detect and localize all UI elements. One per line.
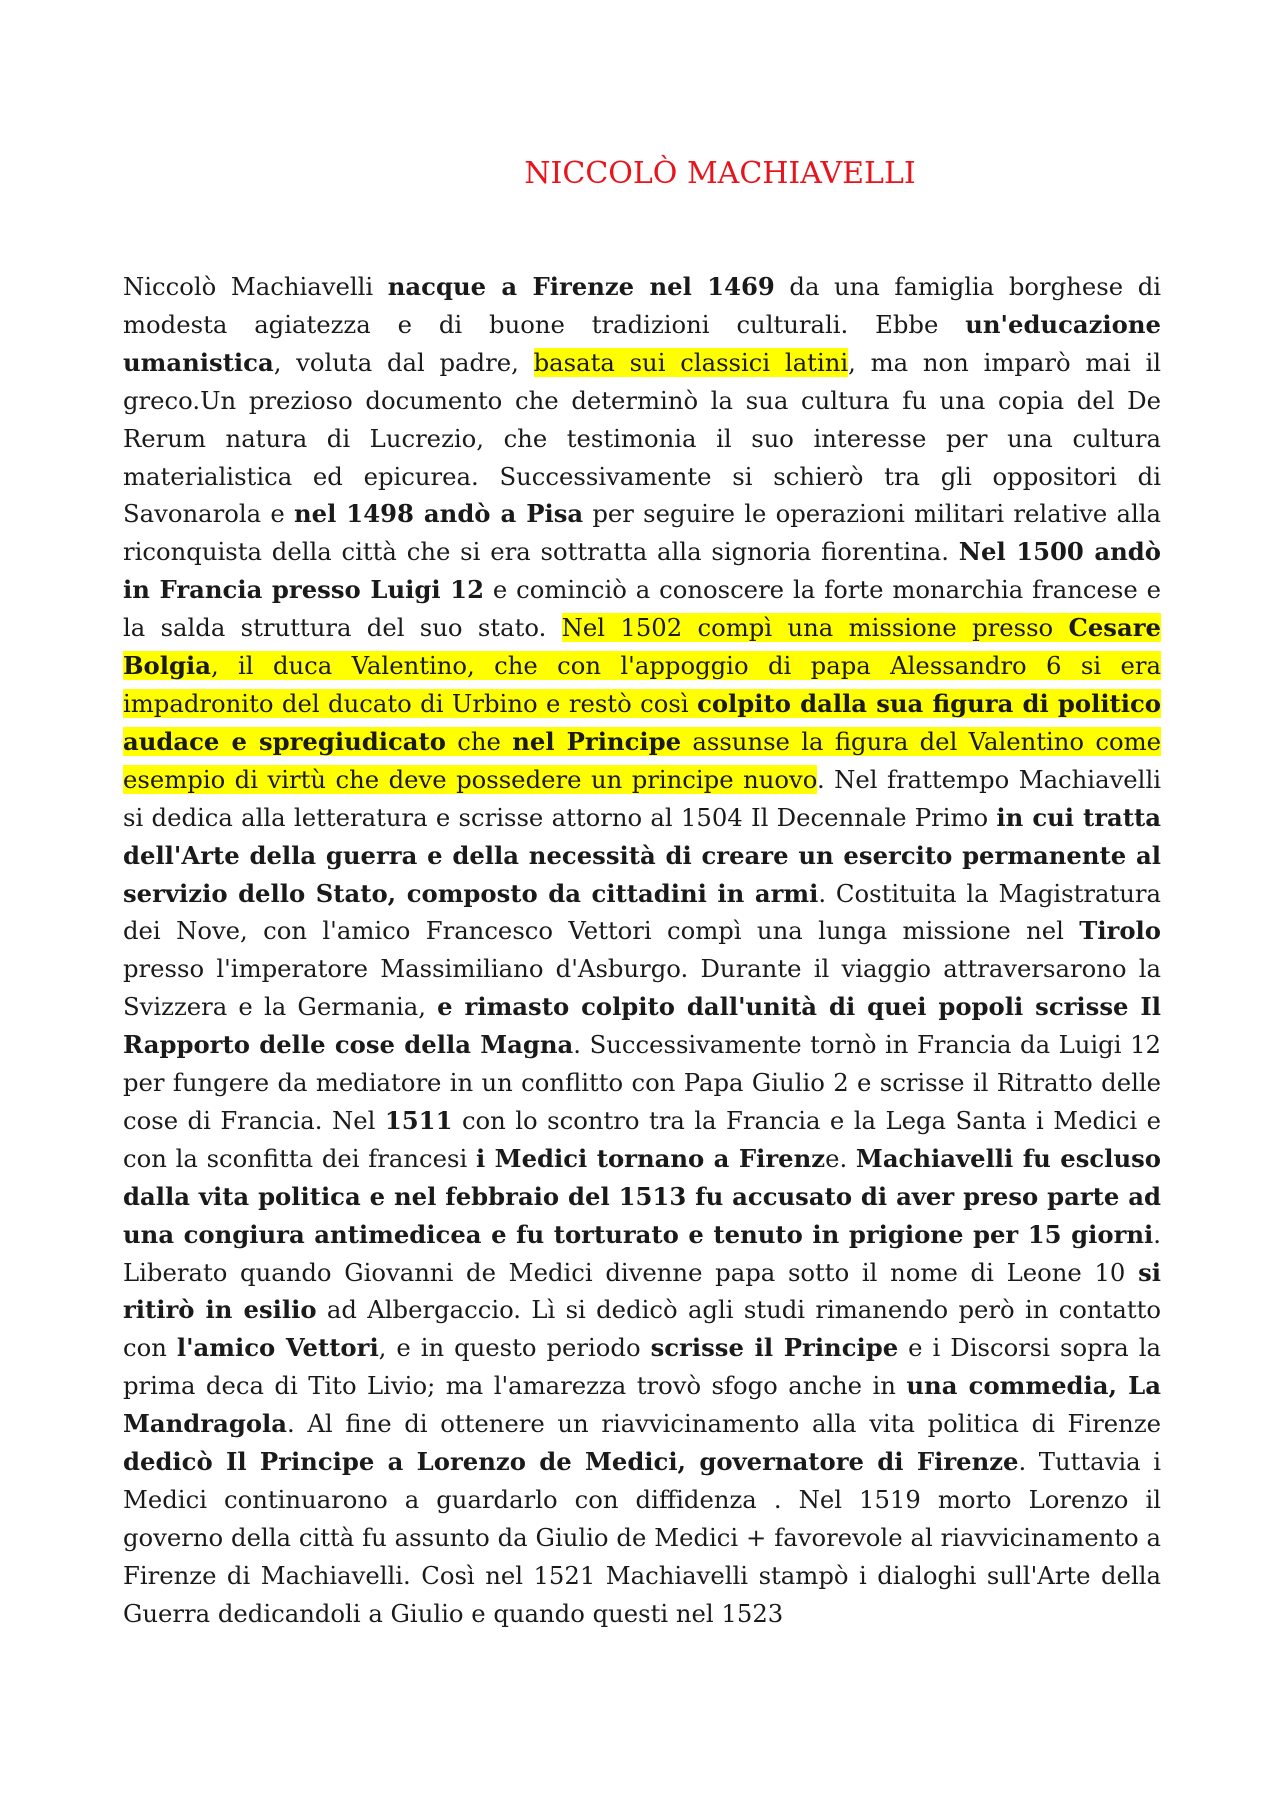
bold-text: l'amico Vettori <box>176 1333 379 1363</box>
text-run: . Tuttavia i Medici continuarono a guardarlo con diffidenza . Nel 1519 morto Lorenzo il governo della città fu assunto da Giulio de Medici + favorevole al riavvicinamento a Firenze di Machiavelli. Così nel 1521 Machiavelli stampò i dialoghi sull'Arte della Guerra dedicandoli a Giulio e quando questi nel 1523 <box>123 1447 1161 1628</box>
highlighted-text: basata sui classici latini <box>533 347 849 377</box>
text-run: . Al fine di ottenere un riavvicinamento alla vita politica di Firenze <box>287 1409 1161 1439</box>
page-title: NICCOLÒ MACHIAVELLI <box>524 156 916 191</box>
bold-text: i Medici tornano a Firenz <box>475 1143 826 1173</box>
text-run: . Liberato quando Giovanni de Medici divenne papa sotto il nome di Leone 10 <box>123 1219 1161 1287</box>
text-run: per seguire le operazioni militari relative alla riconquista della città che si era sottratta alla signoria fiorentina. <box>123 499 1161 567</box>
bold-text: dedicò Il Principe a Lorenzo de Medici, governatore di Firenze <box>123 1447 1019 1477</box>
text-run: ad Albergaccio. Lì si dedicò agli studi rimanendo però in contatto con <box>123 1295 1161 1363</box>
bold-text: Tirolo <box>1079 916 1161 946</box>
text-run: e i Discorsi sopra la prima deca di Tito Livio; ma l'amarezza trovò sfogo anche in <box>123 1333 1161 1401</box>
text-run: , e in questo periodo <box>378 1333 651 1363</box>
bold-highlighted-text: colpito dalla sua figura di politico audace e spregiudicato <box>123 688 1162 756</box>
bold-text: 1511 <box>384 1105 453 1135</box>
bold-text: scrisse il Principe <box>650 1333 899 1363</box>
bold-text: Machiavelli fu escluso dalla vita politica e nel febbraio del 1513 fu accusato di aver preso parte ad una congiura antimedicea e fu torturato e tenuto in prigione per 15 giorni <box>123 1143 1161 1249</box>
text-run: . Costituita la Magistratura dei Nove, con l'amico Francesco Vettori compì una lunga missione nel <box>123 878 1161 946</box>
highlighted-text: , il duca Valentino, che con l'appoggio di papa Alessandro 6 si era impadronito del ducato di Urbino e restò così <box>123 651 1161 718</box>
body-paragraph <box>123 268 1161 1633</box>
bold-text: si ritirò in esilio <box>123 1257 1161 1325</box>
bold-text: in cui tratta dell'Arte della guerra e della necessità di creare un esercito permanente al servizio dello Stato, composto da cittadini in armi <box>123 802 1161 908</box>
text-run: presso l'imperatore Massimiliano d'Asburgo. Durante il viaggio attraversarono la Svizzera e la Germania, <box>123 954 1161 1022</box>
bold-text: una commedia, La Mandragola <box>123 1371 1161 1439</box>
bold-text: un'educazione umanistica <box>123 309 1161 377</box>
bold-text: e rimasto colpito dall'unità di quei popoli scrisse Il Rapporto delle cose della Magna <box>123 992 1161 1060</box>
text-run: con lo scontro tra la Francia e la Lega Santa i Medici e con la sconfitta dei francesi <box>123 1105 1162 1173</box>
text-run: . Nel frattempo Machiavelli si dedica alla letteratura e scrisse attorno al 1504 Il Decennale Primo <box>123 764 1161 832</box>
highlighted-text: Nel 1502 compì una missione presso <box>561 613 1069 643</box>
bold-text: nacque a Firenze nel 1469 <box>387 272 775 301</box>
bold-text: nel 1498 andò a Pisa <box>293 499 584 529</box>
text-run: Niccolò Machiavelli <box>123 272 388 301</box>
highlighted-text: assunse la figura del Valentino come esempio di virtù che deve possedere un principe nuovo <box>123 726 1162 794</box>
text-run: , voluta dal padre, <box>273 347 534 377</box>
text-run: e cominciò a conoscere la forte monarchia francese e la salda struttura del suo stato. <box>123 575 1161 643</box>
bold-text: Nel 1500 andò in Francia presso Luigi 12 <box>123 537 1161 605</box>
text-run: da una famiglia borghese di modesta agiatezza e di buone tradizioni culturali. Ebbe <box>123 272 1162 339</box>
bold-highlighted-text: Cesare Bolgia <box>123 613 1161 681</box>
text-run: , ma non imparò mai il greco.Un prezioso documento che determinò la sua cultura fu una copia del De Rerum natura di Lucrezio, che testimonia il suo interesse per una cultura materialistica ed epicurea. Successivamente si schierò tra gli oppositori di Savonarola e <box>123 347 1162 529</box>
text-run: . Successivamente tornò in Francia da Luigi 12 per fungere da mediatore in un conflitto con Papa Giulio 2 e scrisse il Ritratto delle cose di Francia. Nel <box>123 1030 1161 1135</box>
highlighted-text: che <box>445 726 513 756</box>
text-run: e. <box>825 1143 856 1173</box>
bold-highlighted-text: nel Principe <box>512 726 682 756</box>
